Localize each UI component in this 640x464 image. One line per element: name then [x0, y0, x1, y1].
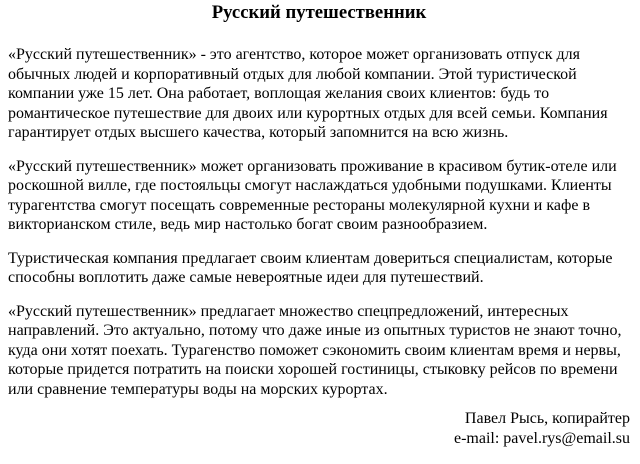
paragraph-2: «Русский путешественник» может организовать проживание в красивом бутик-отеле или роскошной вилле, где постояльцы смогут наслаждаться удобными подушками. Клиенты турагентства смогут посещать современные рестораны молекулярной кухни и кафе в викторианском стиле, ведь мир настолько богат своим разнообразием. — [8, 157, 617, 233]
signature-block — [8, 409, 630, 448]
paragraph-1: «Русский путешественник» - это агентство, которое может организовать отпуск для обычных людей и корпоративный отдых для любой компании. Этой туристической компании уже 15 лет. Она работает, воплощая желания своих клиентов: будь то романтическое путешествие для двоих или курортных отдых для всей семьи. Компания гарантирует отдых высшего качества, который запомнится на всю жизнь. — [8, 46, 608, 141]
signature-author: Павел Рысь, копирайтер — [464, 410, 630, 427]
signature-email: e-mail: pavel.rys@email.su — [453, 429, 630, 447]
document-title: Русский путешественник — [211, 2, 427, 23]
paragraph-3: Туристическая компания предлагает своим клиентам довериться специалистам, которые способны воплотить даже самые невероятные идеи для путешествий. — [8, 249, 613, 286]
paragraph-4: «Русский путешественник» предлагает множество спецпредложений, интересных направлений. Это актуально, потому что даже иные из опытных туристов не знают точно, куда они хотят поехать. Турагенство поможет сэкономить своим клиентам время и нервы, которые придется потратить на поиски хорошей гостиницы, стыковку рейсов по времени или сравнение температуры воды на морских курортах. — [8, 302, 622, 398]
